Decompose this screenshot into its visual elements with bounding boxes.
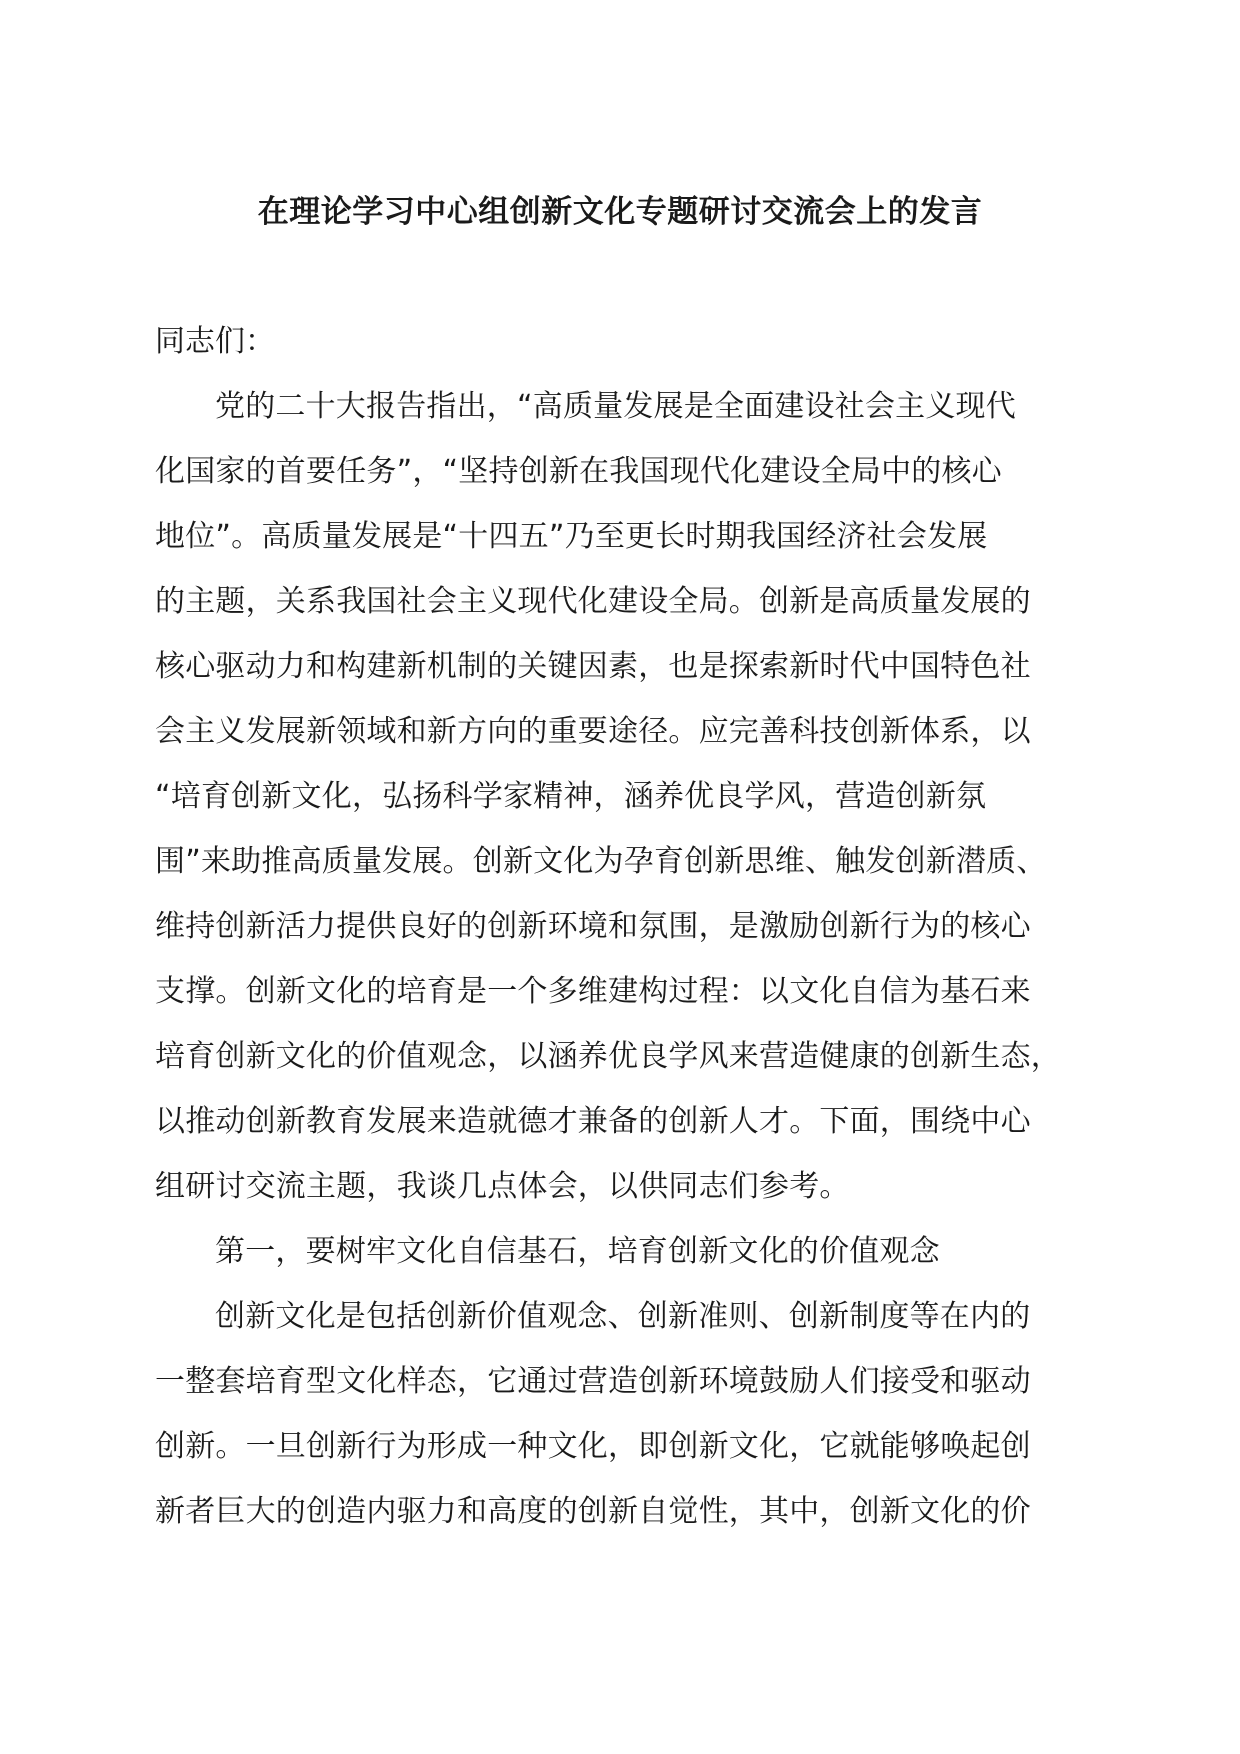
body-line: 围”来助推高质量发展。创新文化为孕育创新思维、触发创新潜质、 xyxy=(155,844,1047,879)
body-line: “培育创新文化，弘扬科学家精神，涵养优良学风，营造创新氛 xyxy=(155,779,987,814)
body-line: 维持创新活力提供良好的创新环境和氛围，是激励创新行为的核心 xyxy=(155,909,1031,944)
body-line: 创新文化是包括创新价值观念、创新准则、创新制度等在内的 xyxy=(215,1299,1031,1334)
section-heading: 第一，要树牢文化自信基石，培育创新文化的价值观念 xyxy=(215,1234,940,1269)
body-line: 支撑。创新文化的培育是一个多维建构过程：以文化自信为基石来 xyxy=(155,974,1031,1009)
body-line: 的主题，关系我国社会主义现代化建设全局。创新是高质量发展的 xyxy=(155,584,1031,619)
body-line: 化国家的首要任务”，“坚持创新在我国现代化建设全局中的核心 xyxy=(155,454,1002,489)
body-line: 以推动创新教育发展来造就德才兼备的创新人才。下面，围绕中心 xyxy=(155,1104,1031,1139)
body-line: 创新。一旦创新行为形成一种文化，即创新文化，它就能够唤起创 xyxy=(155,1429,1031,1464)
document-title: 在理论学习中心组创新文化专题研讨交流会上的发言 xyxy=(257,194,983,230)
body-line: 地位”。高质量发展是“十四五”乃至更长时期我国经济社会发展 xyxy=(155,519,988,554)
body-line: 一整套培育型文化样态，它通过营造创新环境鼓励人们接受和驱动 xyxy=(155,1364,1031,1399)
body-line: 会主义发展新领域和新方向的重要途径。应完善科技创新体系，以 xyxy=(155,714,1031,749)
body-line: 核心驱动力和构建新机制的关键因素，也是探索新时代中国特色社 xyxy=(155,649,1031,684)
salutation: 同志们： xyxy=(155,324,275,359)
body-line: 培育创新文化的价值观念，以涵养优良学风来营造健康的创新生态， xyxy=(155,1039,1061,1074)
body-line: 党的二十大报告指出，“高质量发展是全面建设社会主义现代 xyxy=(215,389,1016,424)
body-line: 新者巨大的创造内驱力和高度的创新自觉性，其中，创新文化的价 xyxy=(155,1494,1031,1529)
body-line: 组研讨交流主题，我谈几点体会，以供同志们参考。 xyxy=(155,1169,850,1204)
